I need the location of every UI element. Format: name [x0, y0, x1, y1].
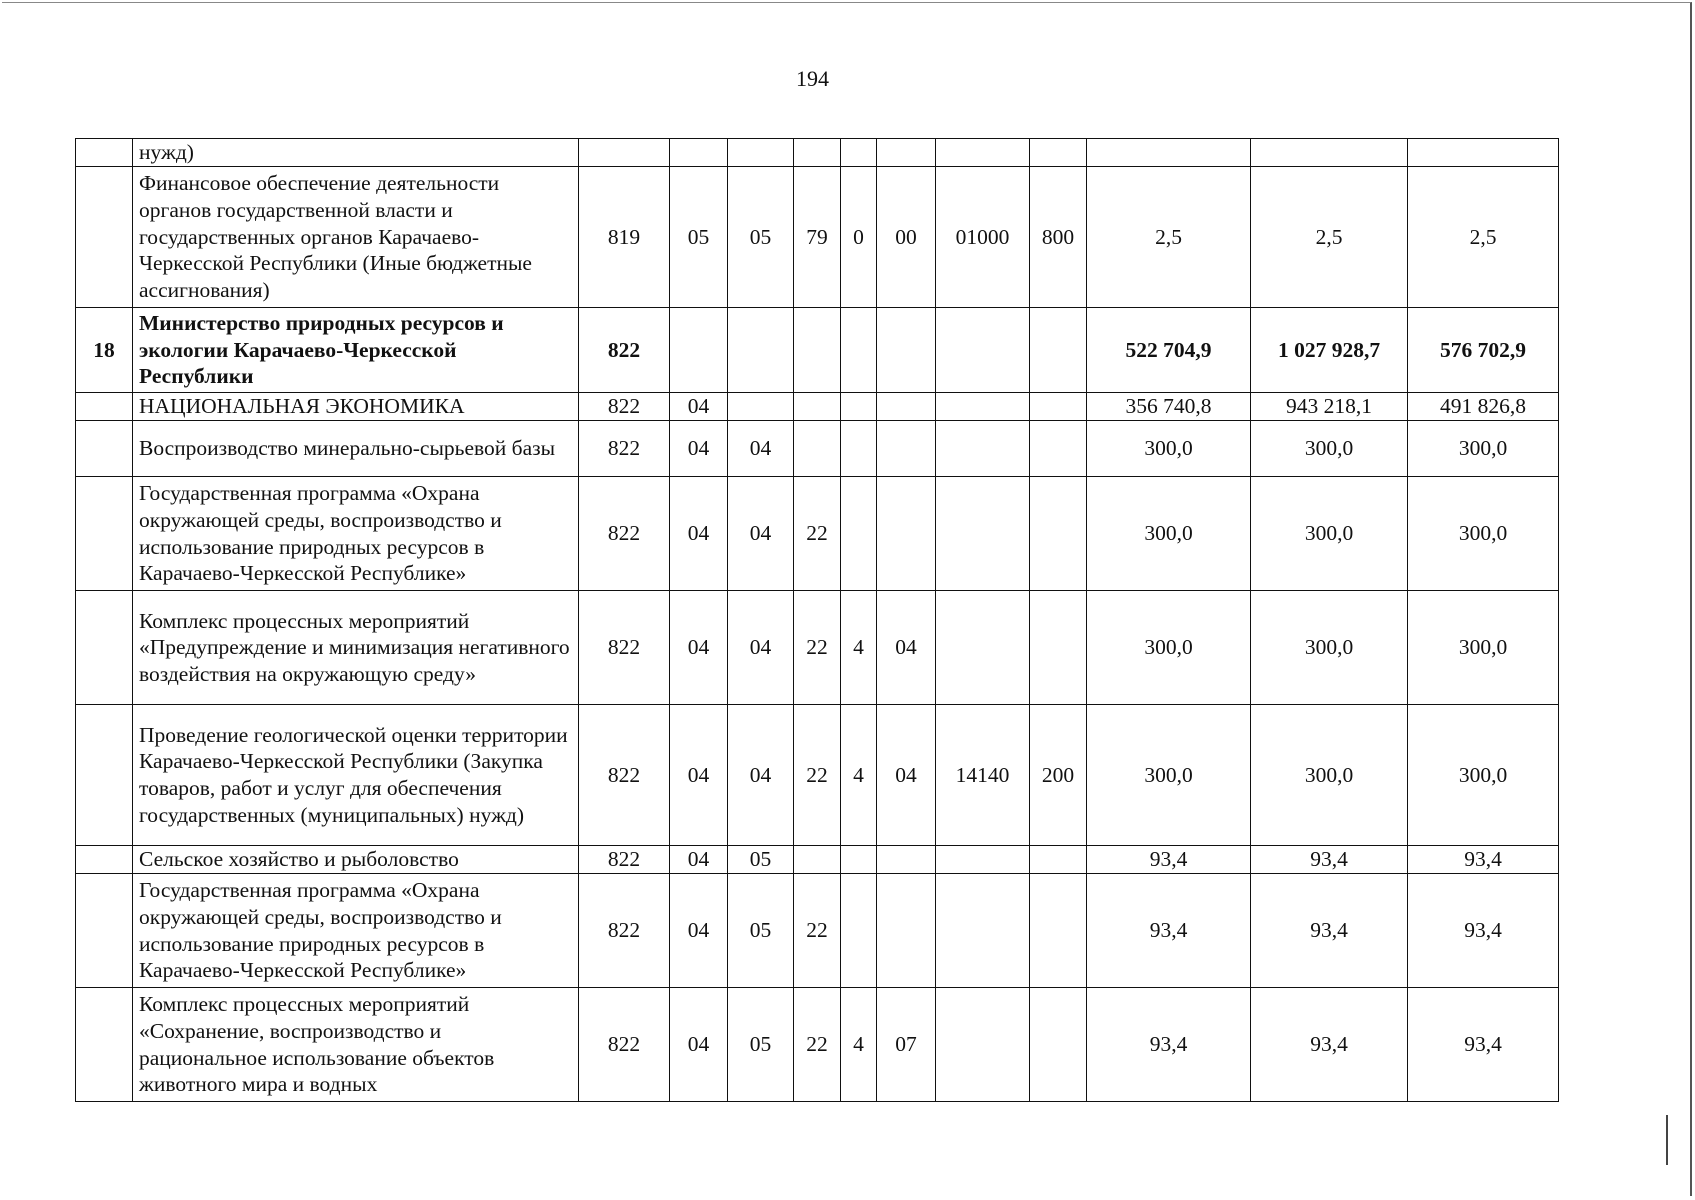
row-number-cell: [76, 988, 133, 1102]
section-code-cell: 04: [670, 874, 728, 988]
amount-year2-cell: 93,4: [1251, 846, 1408, 874]
amount-year3-cell: 93,4: [1408, 988, 1559, 1102]
expense-type-cell: [1030, 393, 1087, 421]
ministry-code-cell: 822: [579, 874, 670, 988]
program-code-cell: [794, 846, 841, 874]
expense-type-cell: [1030, 477, 1087, 591]
ministry-code-cell: 822: [579, 591, 670, 705]
direction-code-cell: 14140: [936, 705, 1030, 846]
ministry-code-cell: [579, 139, 670, 167]
item-name-cell: НАЦИОНАЛЬНАЯ ЭКОНОМИКА: [133, 393, 579, 421]
row-number-cell: [76, 139, 133, 167]
row-number-cell: [76, 874, 133, 988]
expense-type-cell: [1030, 874, 1087, 988]
program-code-cell: [794, 139, 841, 167]
expense-type-cell: [1030, 139, 1087, 167]
amount-year1-cell: 300,0: [1087, 477, 1251, 591]
row-number-cell: [76, 591, 133, 705]
row-number-cell: [76, 477, 133, 591]
expense-type-cell: [1030, 421, 1087, 477]
activity-code-cell: 04: [877, 591, 936, 705]
subsection-code-cell: 05: [728, 988, 794, 1102]
program-code-cell: 22: [794, 477, 841, 591]
amount-year1-cell: 300,0: [1087, 591, 1251, 705]
subsection-code-cell: 04: [728, 591, 794, 705]
direction-code-cell: [936, 874, 1030, 988]
subprogram-code-cell: [841, 393, 877, 421]
amount-year3-cell: 576 702,9: [1408, 308, 1559, 393]
amount-year1-cell: 2,5: [1087, 167, 1251, 308]
section-code-cell: 04: [670, 393, 728, 421]
row-number-cell: [76, 421, 133, 477]
table-row: [76, 591, 1559, 705]
amount-year2-cell: 300,0: [1251, 421, 1408, 477]
program-code-cell: [794, 393, 841, 421]
amount-year3-cell: [1408, 139, 1559, 167]
amount-year3-cell: 491 826,8: [1408, 393, 1559, 421]
activity-code-cell: [877, 393, 936, 421]
subsection-code-cell: [728, 139, 794, 167]
table-row: [76, 139, 1559, 167]
item-name-cell: нужд): [133, 139, 579, 167]
row-number-cell: [76, 846, 133, 874]
amount-year2-cell: 300,0: [1251, 477, 1408, 591]
expense-type-cell: 800: [1030, 167, 1087, 308]
table-row: [76, 308, 1559, 393]
item-name-cell: Государственная программа «Охрана окружающей среды, воспроизводство и использование природных ресурсов в Карачаево-Черкесской Республике»: [133, 477, 579, 591]
budget-table: [75, 138, 1559, 1102]
direction-code-cell: [936, 421, 1030, 477]
subprogram-code-cell: 4: [841, 705, 877, 846]
direction-code-cell: [936, 477, 1030, 591]
table-row: [76, 705, 1559, 846]
amount-year2-cell: 943 218,1: [1251, 393, 1408, 421]
amount-year3-cell: 300,0: [1408, 477, 1559, 591]
item-name-cell: Государственная программа «Охрана окружающей среды, воспроизводство и использование природных ресурсов в Карачаево-Черкесской Республике»: [133, 874, 579, 988]
table-row: [76, 421, 1559, 477]
ministry-code-cell: 822: [579, 705, 670, 846]
item-name-cell: Комплекс процессных мероприятий «Сохранение, воспроизводство и рациональное использование объектов животного мира и водных: [133, 988, 579, 1102]
subsection-code-cell: 05: [728, 167, 794, 308]
ministry-code-cell: 822: [579, 988, 670, 1102]
direction-code-cell: [936, 846, 1030, 874]
ministry-code-cell: 822: [579, 308, 670, 393]
row-number-cell: [76, 393, 133, 421]
subprogram-code-cell: [841, 421, 877, 477]
direction-code-cell: [936, 139, 1030, 167]
section-code-cell: 04: [670, 591, 728, 705]
amount-year3-cell: 2,5: [1408, 167, 1559, 308]
subprogram-code-cell: 4: [841, 988, 877, 1102]
amount-year2-cell: 2,5: [1251, 167, 1408, 308]
amount-year2-cell: [1251, 139, 1408, 167]
row-number-cell: [76, 167, 133, 308]
program-code-cell: 22: [794, 874, 841, 988]
section-code-cell: 04: [670, 705, 728, 846]
program-code-cell: 79: [794, 167, 841, 308]
amount-year1-cell: 300,0: [1087, 421, 1251, 477]
subprogram-code-cell: [841, 874, 877, 988]
activity-code-cell: [877, 874, 936, 988]
table-row: [76, 393, 1559, 421]
amount-year1-cell: 356 740,8: [1087, 393, 1251, 421]
table-row: [76, 874, 1559, 988]
subprogram-code-cell: 4: [841, 591, 877, 705]
table-row: [76, 846, 1559, 874]
activity-code-cell: [877, 308, 936, 393]
direction-code-cell: [936, 988, 1030, 1102]
ministry-code-cell: 822: [579, 393, 670, 421]
row-number-cell: 18: [76, 308, 133, 393]
item-name-cell: Финансовое обеспечение деятельности органов государственной власти и государственных органов Карачаево-Черкесской Республики (Иные бюджетные ассигнования): [133, 167, 579, 308]
direction-code-cell: [936, 308, 1030, 393]
amount-year3-cell: 300,0: [1408, 591, 1559, 705]
amount-year2-cell: 300,0: [1251, 591, 1408, 705]
amount-year3-cell: 93,4: [1408, 846, 1559, 874]
subprogram-code-cell: [841, 846, 877, 874]
expense-type-cell: [1030, 846, 1087, 874]
expense-type-cell: 200: [1030, 705, 1087, 846]
activity-code-cell: [877, 477, 936, 591]
expense-type-cell: [1030, 988, 1087, 1102]
section-code-cell: 04: [670, 421, 728, 477]
section-code-cell: [670, 139, 728, 167]
item-name-cell: Сельское хозяйство и рыболовство: [133, 846, 579, 874]
item-name-cell: Проведение геологической оценки территории Карачаево-Черкесской Республики (Закупка товаров, работ и услуг для обеспечения государственных (муниципальных) нужд): [133, 705, 579, 846]
ministry-code-cell: 822: [579, 477, 670, 591]
direction-code-cell: [936, 393, 1030, 421]
section-code-cell: 04: [670, 988, 728, 1102]
table-row: [76, 988, 1559, 1102]
direction-code-cell: [936, 591, 1030, 705]
subprogram-code-cell: [841, 139, 877, 167]
amount-year1-cell: [1087, 139, 1251, 167]
direction-code-cell: 01000: [936, 167, 1030, 308]
program-code-cell: [794, 421, 841, 477]
item-name-cell: Воспроизводство минерально-сырьевой базы: [133, 421, 579, 477]
row-number-cell: [76, 705, 133, 846]
table-row: [76, 167, 1559, 308]
program-code-cell: 22: [794, 591, 841, 705]
amount-year1-cell: 93,4: [1087, 846, 1251, 874]
subsection-code-cell: 04: [728, 477, 794, 591]
amount-year3-cell: 300,0: [1408, 705, 1559, 846]
activity-code-cell: 07: [877, 988, 936, 1102]
activity-code-cell: 04: [877, 705, 936, 846]
amount-year2-cell: 93,4: [1251, 874, 1408, 988]
program-code-cell: 22: [794, 988, 841, 1102]
item-name-cell: Комплекс процессных мероприятий «Предупреждение и минимизация негативного воздействия на окружающую среду»: [133, 591, 579, 705]
subsection-code-cell: 04: [728, 421, 794, 477]
amount-year3-cell: 93,4: [1408, 874, 1559, 988]
table-row: [76, 477, 1559, 591]
amount-year1-cell: 93,4: [1087, 874, 1251, 988]
amount-year2-cell: 1 027 928,7: [1251, 308, 1408, 393]
activity-code-cell: [877, 421, 936, 477]
subsection-code-cell: [728, 308, 794, 393]
amount-year1-cell: 300,0: [1087, 705, 1251, 846]
program-code-cell: 22: [794, 705, 841, 846]
amount-year3-cell: 300,0: [1408, 421, 1559, 477]
amount-year1-cell: 93,4: [1087, 988, 1251, 1102]
activity-code-cell: [877, 139, 936, 167]
section-code-cell: 04: [670, 846, 728, 874]
page-number: 194: [796, 66, 829, 91]
ministry-code-cell: 822: [579, 846, 670, 874]
section-code-cell: 04: [670, 477, 728, 591]
program-code-cell: [794, 308, 841, 393]
section-code-cell: 05: [670, 167, 728, 308]
ministry-code-cell: 822: [579, 421, 670, 477]
subprogram-code-cell: 0: [841, 167, 877, 308]
activity-code-cell: 00: [877, 167, 936, 308]
subsection-code-cell: 04: [728, 705, 794, 846]
ministry-code-cell: 819: [579, 167, 670, 308]
amount-year2-cell: 300,0: [1251, 705, 1408, 846]
amount-year2-cell: 93,4: [1251, 988, 1408, 1102]
subprogram-code-cell: [841, 477, 877, 591]
subsection-code-cell: 05: [728, 846, 794, 874]
activity-code-cell: [877, 846, 936, 874]
table-body: [76, 139, 1559, 1102]
subprogram-code-cell: [841, 308, 877, 393]
item-name-cell: Министерство природных ресурсов и экологии Карачаево-Черкесской Республики: [133, 308, 579, 393]
scan-edge-mark: [1666, 1115, 1668, 1165]
section-code-cell: [670, 308, 728, 393]
subsection-code-cell: 05: [728, 874, 794, 988]
expense-type-cell: [1030, 308, 1087, 393]
amount-year1-cell: 522 704,9: [1087, 308, 1251, 393]
expense-type-cell: [1030, 591, 1087, 705]
subsection-code-cell: [728, 393, 794, 421]
